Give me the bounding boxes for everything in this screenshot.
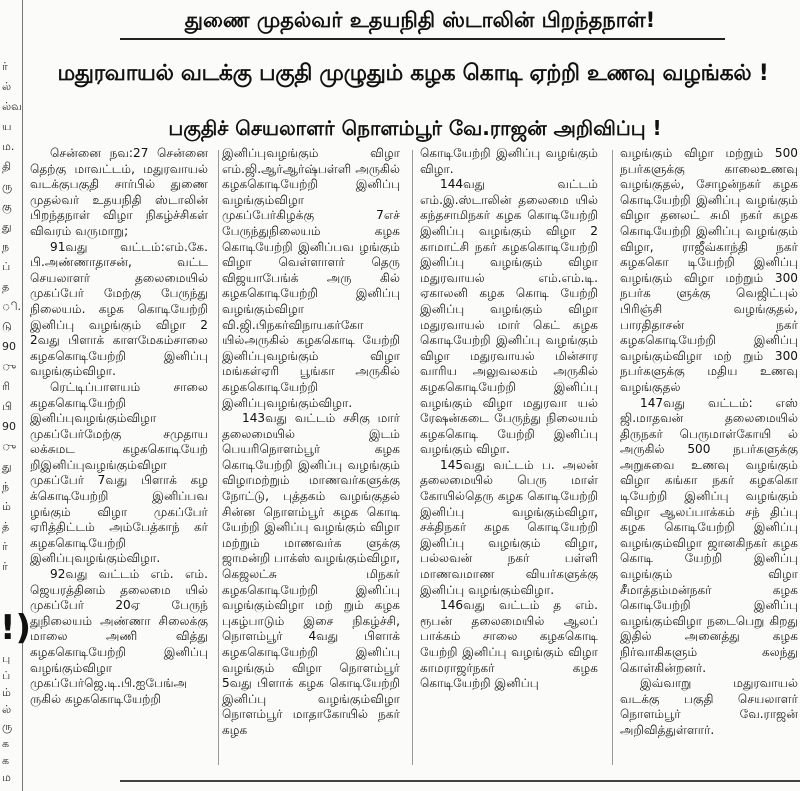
adjacent-article-text: ல் [2, 80, 12, 93]
article-paragraph: வழங்கும் விழா மற்றும் 500 நபர்களுக்கு காலைஉணவு வழங்குதல், சோழன்நகர் கழக கொடியேற்றி இனிப்பு வழங்கும் விழா தனலட் சுமி நகர் கழக கொடியேற்றி இனிப்பு வழங்கும் விழா, ராஜீவ்காந்தி நகர் கழககொ டியேற்றி இனிப்பு வழங்கும் விழா மற்றும் 300 நபர்க ளுக்கு வெஜிட்புல் பிரிஞ்சி வழங்குதல், பாரதிதாசன் நகர் கழககொடியேற்றி இனிப்பு வழங்கும்விழா மற் றும் 300 நபர்களுக்கு மதிய உணவு வழங்குதல் [620, 146, 798, 394]
article-paragraph: 144வது வட்டம் எம்.இ.ஸ்டாலின் தலைமை யில் கந்தசாமிநகர் கழக கொடியேற்றி இனிப்பு வழங்கும் விழா 2 காமாட்சி நகர் கழககொடியேற்றி இனிப்பு வழங்கும் விழா மதுரவாயல் எம்.எம்.டி. ஏகாலனி கழக கொடி யேற்றி இனிப்பு வழங்கும் விழா மதுரவாயல் மார் கெட் கழக கொடியேற்றி இனிப்பு வழங்கும் விழா மதுரவாயல் மின்சார வாரிய அலுவலகம் அருகில் கழககொடியேற்றி இனிப்பு வழங்கும் விழா மதுரவா யல் ரேஷன்கடை பேருந்து நிலையம் கழககொடி யேற்றி இனிப்பு வழங்கும் விழா. [420, 177, 598, 457]
adjacent-article-text: ரி [2, 380, 10, 393]
adjacent-article-text: து [2, 460, 12, 473]
adjacent-article-text: ர் [2, 60, 8, 73]
article-paragraph: 91வது வட்டம்:எம்.கே. பி.அண்ணாதாசன், வட்ட செயலாளர் தலைமையில் முகப்பேர் மேற்கு பேருந்து நிலையம். கழக கொடியேற்றி இனிப்பு வழங்கும் விழா 2 2வது பிளாக் காளமேகம்சாலை கழககொடியேற்றி இனிப்பு வழங்கும்விழா. [30, 239, 208, 379]
bottom-rule [120, 780, 800, 782]
article-paragraph: 145வது வட்டம் ப. அலன் தலைமையில் பெரு மாள் கோயில்தெரு கழக கொடியேற்றி இனிப்பு வழங்கும்விழா, சக்திநகர் கழக கொடியேற்றி இனிப்பு வழங்கும் விழா, பல்லவன் நகர் பள்ளி மாணவமாண வியர்களுக்கு இனிப்பு வழங்கும்விழா. [420, 457, 598, 597]
adjacent-article-text: கு [2, 200, 12, 213]
adjacent-article-text: ர் [2, 540, 8, 553]
adjacent-article-text: து [2, 220, 12, 233]
adjacent-article-text: ம [2, 771, 11, 784]
article-paragraph: இனிப்புவழங்கும் விழா எம்.ஜி.ஆர்ஆர்ஷ்பள்ளி அருகில் கழககொடியேற்றி இனிப்பு வழங்கும்விழா முகப்பேர்கிழக்கு 7எச் பேருந்துநிலையம் கழக கொடியேற்றி இனிப்பவ ழங்கும் விழா வெள்ளாளர் தெரு விஜயாபேங்க் அரு கில் கழககொடியேற்றி இனிப்பு வழங்கும்விழா வி.ஜி.பிநகர்விநாயகர்கோ யில்அருகில் கழககொடி யேற்றி இனிப்புவழங்கும் விழா மங்கள்ஏரி பூங்கா அருகில் கழககொடியேற்றி இனிப்புவழங்கும்விழா. [222, 146, 400, 410]
adjacent-article-text: ல்வ [2, 100, 22, 113]
adjacent-article-text: க [2, 737, 10, 750]
adjacent-article-text: ய [2, 120, 12, 133]
headline: மதுரவாயல் வடக்கு பகுதி முழுதும் கழக கொடி ஏற்றி உணவு வழங்கல் ! [57, 61, 769, 86]
adjacent-article-text: த [2, 280, 10, 293]
article-column-3 [420, 146, 598, 770]
article-paragraph: 146வது வட்டம் த எம். ரூபன் தலைமையில் ஆலப் பாக்கம் சாலை கழககொடி யேற்றி இனிப்பு வழங்கும் விழா காமராஜர்நகர் கழக கொடியேற்றி இனிப்பு [420, 598, 598, 691]
adjacent-article-text: ல் [2, 703, 12, 716]
article-column-2 [222, 146, 400, 770]
adjacent-article-text: தி [2, 160, 12, 173]
adjacent-article-text: ரு [2, 180, 13, 193]
article-paragraph: சென்னை நவ:27 சென்னை தெற்கு மாவட்டம், மதுரவாயல் வடக்குபகுதி சார்பில் துணை முதல்வர் உதயநிதி ஸ்டாலின் பிறந்தநாள் விழா நிகழ்ச்சிகள் விவரம் வருமாறு; [30, 146, 208, 238]
adjacent-article-text: 90 [2, 340, 16, 353]
adjacent-article-text: ி. [2, 300, 22, 313]
article-column-1 [30, 146, 208, 770]
adjacent-article-text: பி [2, 400, 13, 413]
adjacent-article-text: 90 [2, 420, 16, 433]
adjacent-article-text: ு [2, 440, 17, 453]
article-paragraph: 92வது வட்டம் எம். எம். ஜெயரத்தினம் தலைமை யில் முகப்பேர் 20ஏ பேருந் துநிலையம் அண்ணா சிலைக்கு மாலை அணி வித்து கழககொடியேற்றி இனிப்பு வழங்கும்விழா முகப்பேர்ஜெ.டி.பி.ஐபேங்அ ருகில் கழககொடியேற்றி [30, 567, 208, 706]
adjacent-article-text: ப் [2, 260, 11, 273]
article-paragraph: கொடியேற்றி இனிப்பு வழங்கும் விழா. [420, 146, 598, 176]
article-paragraph: 147வது வட்டம்: எஸ் ஜி.மாதவன் தலைமையில் திருநகர் பெருமாள்கோயி ல் அருகில் 500 நபர்களுக்கு அறுசுவை உணவு வழங்கும் விழா கங்கா நகர் கழககொ டியேற்றி இனிப்பு வழங்கும் விழா ஆலப்பாக்கம் சந் திப்பு கழக கொடியேற்றி இனிப்பு வழங்கும்விழா ஜானகிநகர் கழக கொடி யேற்றி இனிப்பு வழங்கும் விழா சீமாத்தம்மன்நகர் கழக கொடியேற்றி இனிப்பு வழங்கும்விழா நடைபெறு கிறது இதில் அனைத்து கழக நிர்வாகிகளும் கலந்து கொள்கின்றனர். [620, 395, 798, 675]
adjacent-article-text: ரு [2, 720, 13, 733]
adjacent-article-text: ம் [2, 500, 11, 513]
adjacent-article-glyph: !) [0, 608, 32, 648]
kicker-title: துணை முதல்வர் உதயநிதி ஸ்டாலின் பிறந்தநாள்! [184, 8, 656, 32]
kicker-rule [120, 38, 725, 40]
adjacent-article-text: ந் [2, 480, 10, 493]
adjacent-article-text: த் [2, 520, 10, 533]
article-paragraph: இவ்வாறு மதுரவாயல் வடக்கு பகுதி செயலாளர் நொளம்பூர் வே.ராஜன் அறிவித்துள்ளார். [620, 676, 798, 737]
article-body [30, 146, 798, 770]
article-paragraph: ரெட்டிப்பாளயம் சாலை கழககொடியேற்றி இனிப்புவழங்கும்விழா முகப்பேர்மேற்கு சமுதாய லக்சுமட கழககொடியேற் றிஇனிப்புவழங்கும்விழா முகப்பேர் 7வது பிளாக் கழ க்கொடியேற்றி இனிப்பவ ழங்கும் விழா முகப்பேர் ஏரித்திட்டம் அம்பேத்காந் கர் கழககொடியேற்றி இனிப்புவழங்கும்விழா. [30, 379, 208, 566]
adjacent-article-text: ர் [2, 560, 8, 573]
adjacent-article-text: ு [2, 360, 17, 373]
adjacent-article-text: ப் [2, 669, 11, 682]
adjacent-article-text: ம் [2, 686, 11, 699]
adjacent-article-text: பு [2, 652, 11, 665]
article-column-4 [620, 146, 798, 770]
subheadline: பகுதிச் செயலாளர் நொளம்பூர் வே.ராஜன் அறிவிப்பு ! [168, 116, 662, 140]
adjacent-article-text: டு [2, 320, 12, 333]
article-paragraph: 143வது வட்டம் சசிகு மார் தலைமையில் இடம் பெயரிநொளம்பூர் கழக கொடியேற்றி இனிப்பு வழங்கும் விழாமற்றும் மாணவர்களுக்கு நோட்டு, புத்தகம் வழங்குதல் சின்ன நொளம்பூர் கழக கொடி யேற்றி இனிப்பு வழங்கும் விழா மற்றும் மாணவர்க ளுக்கு ஜாமன்றி பாக்ஸ் வழங்கும்விழா, கெஜலட்சு மிநகர் கழககொடியேற்றி இனிப்பு வழங்கும்விழா மற் றும் கழக புகழ்பாடும் இசை நிகழ்ச்சி, நொளம்பூர் 4வது பிளாக் கழககொடியேற்றி இனிப்பு வழங்கும் விழா நொளம்பூர் 5வது பிளாக் கழக கொடியேற்றி இனிப்பு வழங்கும்விழா நொளம்பூர் மாதாகோயில் நகர் கழக [222, 411, 400, 737]
adjacent-article-text: க [2, 754, 10, 767]
adjacent-article-text: ந [2, 240, 10, 253]
adjacent-article-fragment [0, 0, 32, 791]
adjacent-article-text: ம. [2, 140, 15, 153]
